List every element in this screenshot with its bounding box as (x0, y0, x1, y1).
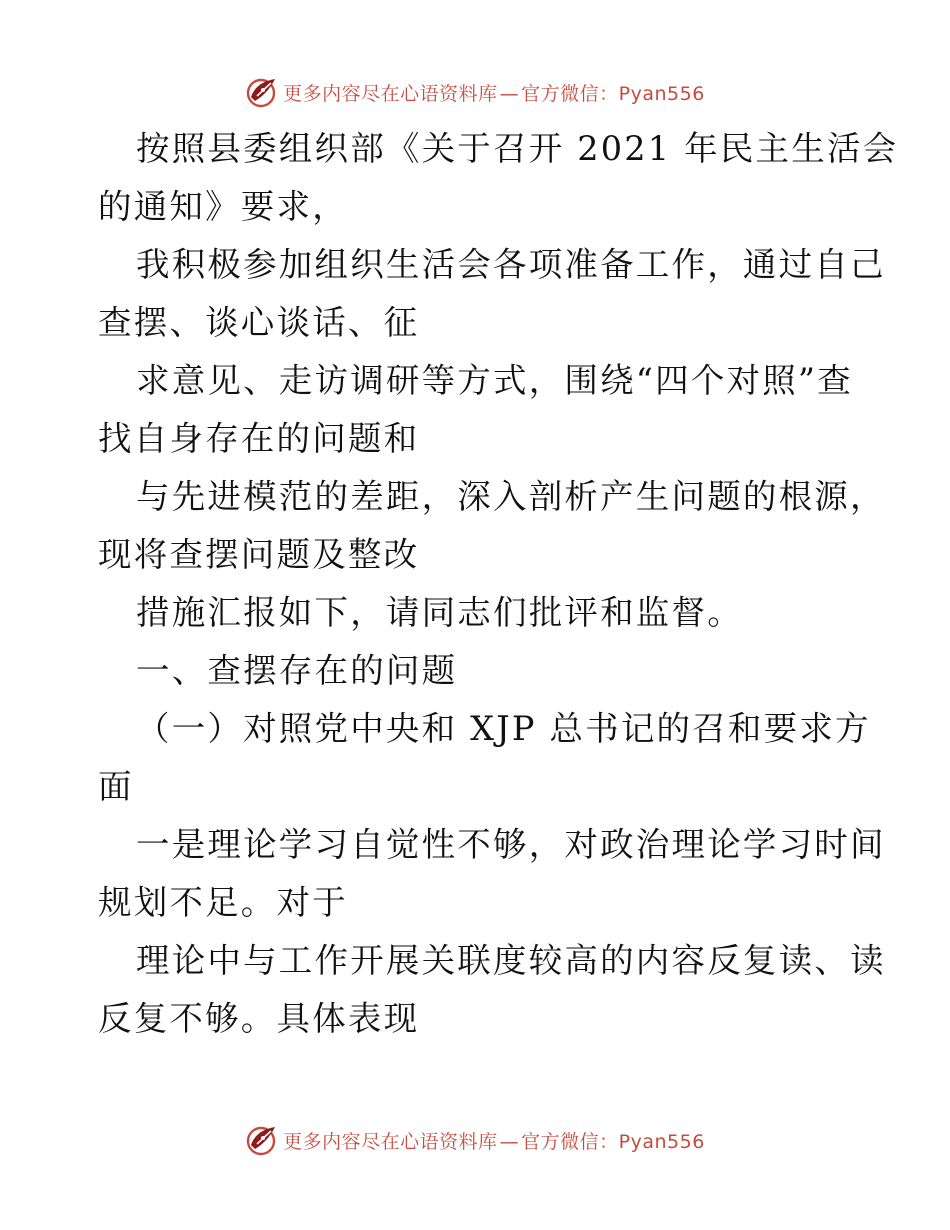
banner-wechat: 官方微信：Pyan556 (521, 82, 705, 105)
body-line: 的通知》要求， (98, 187, 348, 226)
subsection-heading-continued: 面 (98, 767, 134, 806)
body-line: 理论中与工作开展关联度较高的内容反复读、读 (136, 941, 886, 980)
body-line: 与先进模范的差距，深入剖析产生问题的根源， (136, 477, 886, 516)
banner-separator: — (499, 1130, 520, 1153)
banner-text (283, 1127, 705, 1154)
body-line: 按照县委组织部《关于召开 2021 年民主生活会 (136, 129, 899, 168)
body-line: 反复不够。具体表现 (98, 999, 420, 1038)
header-banner (0, 72, 950, 112)
banner-title: 更多内容尽在心语资料库 (283, 1130, 498, 1153)
body-line: 规划不足。对于 (98, 883, 348, 922)
footer-banner (0, 1120, 950, 1160)
section-heading: 一、查摆存在的问题 (136, 651, 458, 690)
subsection-heading: （一）对照党中央和 XJP 总书记的召和要求方 (136, 709, 871, 748)
banner-text (283, 79, 705, 106)
body-line: 找自身存在的问题和 (98, 419, 420, 458)
pen-nib-logo-icon (245, 1123, 279, 1157)
banner-wechat: 官方微信：Pyan556 (521, 1130, 705, 1153)
body-line: 我积极参加组织生活会各项准备工作，通过自己 (136, 245, 886, 284)
banner-title: 更多内容尽在心语资料库 (283, 82, 498, 105)
pen-nib-logo-icon (245, 75, 279, 109)
body-line: 查摆、谈心谈话、征 (98, 303, 420, 342)
body-line: 措施汇报如下，请同志们批评和监督。 (136, 593, 743, 632)
body-line: 现将查摆问题及整改 (98, 535, 420, 574)
document-body (98, 120, 899, 1048)
body-line: 一是理论学习自觉性不够，对政治理论学习时间 (136, 825, 886, 864)
banner-separator: — (499, 82, 520, 105)
body-line: 求意见、走访调研等方式，围绕“四个对照”查 (136, 361, 853, 400)
